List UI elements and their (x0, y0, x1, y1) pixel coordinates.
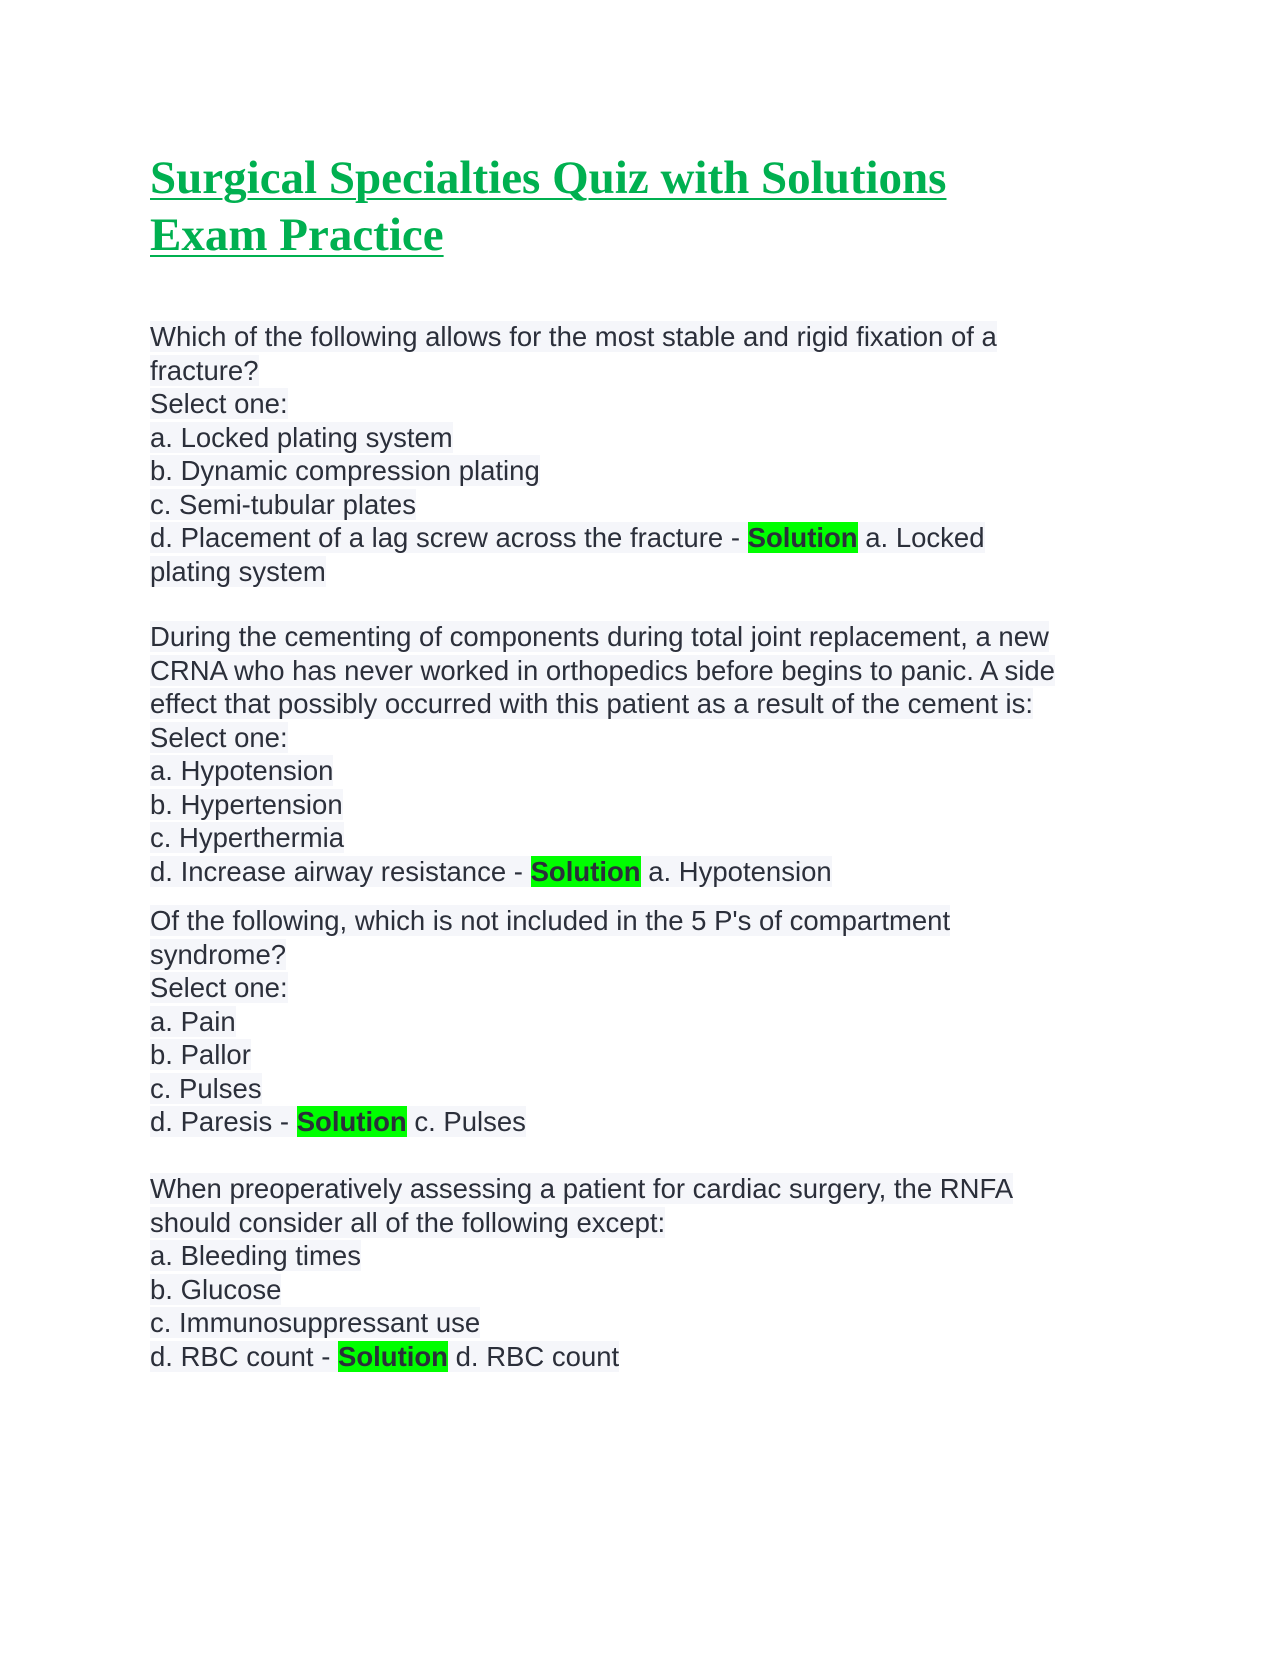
answer-text: a. Hypotension (640, 855, 832, 887)
question-1 (150, 320, 997, 588)
question-text: should consider all of the following except: (150, 1206, 666, 1238)
option-a: a. Bleeding times (150, 1240, 361, 1271)
answer-text: d. RBC count (447, 1340, 620, 1372)
select-one-label: Select one: (150, 721, 288, 753)
solution-badge: Solution (747, 522, 858, 553)
question-text: Of the following, which is not included in the 5 P's of compartment (150, 905, 951, 936)
title-line-1: Surgical Specialties Quiz with Solutions (150, 152, 947, 204)
question-text: fracture? (150, 354, 259, 386)
option-c: c. Hyperthermia (150, 822, 345, 853)
question-text: During the cementing of components during total joint replacement, a new (150, 621, 1049, 652)
question-text: Which of the following allows for the most stable and rigid fixation of a (150, 321, 997, 352)
option-c: c. Immunosuppressant use (150, 1307, 481, 1338)
question-text: When preoperatively assessing a patient for cardiac surgery, the RNFA (150, 1173, 1014, 1204)
select-one-label: Select one: (150, 972, 288, 1003)
answer-text: a. Locked (857, 522, 985, 553)
question-text: syndrome? (150, 938, 287, 970)
option-a: a. Pain (150, 1005, 236, 1037)
option-d: d. Paresis - (150, 1106, 297, 1137)
answer-text: c. Pulses (406, 1106, 526, 1137)
solution-badge: Solution (338, 1340, 448, 1372)
option-d: d. Increase airway resistance - (150, 855, 531, 887)
solution-badge: Solution (530, 855, 641, 887)
question-text: effect that possibly occurred with this patient as a result of the cement is: (150, 688, 1033, 719)
question-3 (150, 904, 950, 1139)
option-b: b. Hypertension (150, 788, 343, 820)
question-text: CRNA who has never worked in orthopedics before begins to panic. A side (150, 654, 1055, 686)
title-line-2: Exam Practice (150, 209, 444, 261)
option-c: c. Pulses (150, 1072, 262, 1104)
option-b: b. Dynamic compression plating (150, 455, 540, 486)
answer-text-wrap: plating system (150, 555, 326, 587)
document-title (150, 150, 1130, 264)
question-2 (150, 620, 1055, 888)
option-d: d. RBC count - (150, 1340, 338, 1372)
option-a: a. Hypotension (150, 755, 334, 786)
select-one-label: Select one: (150, 388, 288, 419)
question-4 (150, 1172, 1013, 1373)
option-a: a. Locked plating system (150, 421, 453, 453)
option-b: b. Pallor (150, 1039, 251, 1070)
option-d: d. Placement of a lag screw across the fracture - (150, 522, 748, 553)
document-page (150, 150, 1130, 1372)
solution-badge: Solution (296, 1106, 407, 1137)
option-b: b. Glucose (150, 1273, 282, 1305)
option-c: c. Semi-tubular plates (150, 488, 416, 520)
